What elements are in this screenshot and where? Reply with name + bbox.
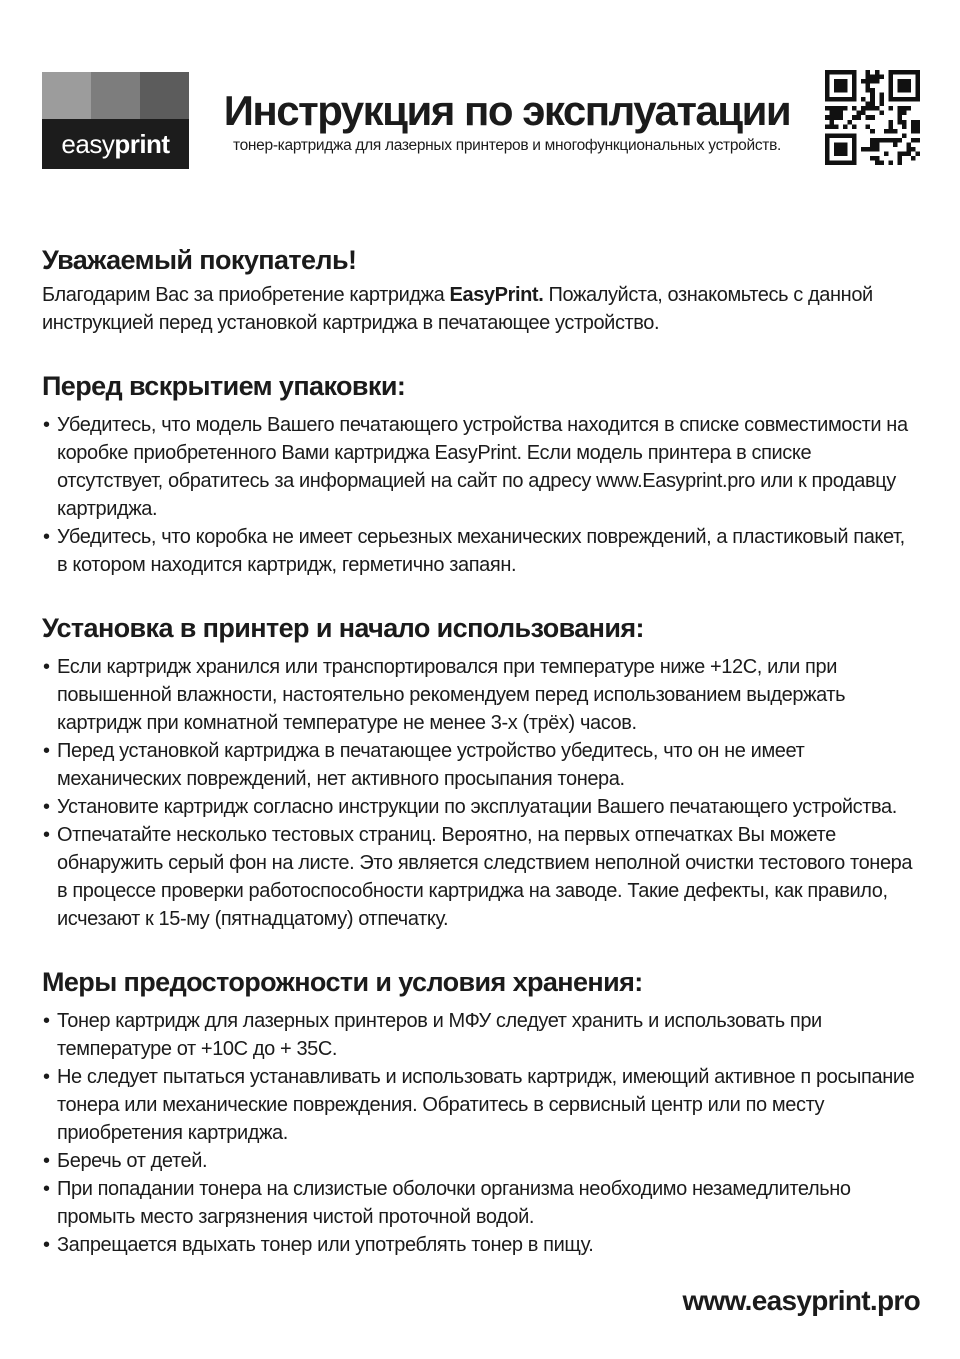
easyprint-logo bbox=[42, 72, 189, 169]
section-before-opening bbox=[42, 371, 920, 579]
section-heading: Меры предосторожности и условия хранения: bbox=[42, 967, 643, 998]
logo-squares bbox=[42, 72, 189, 119]
list-item: • Беречь от детей. bbox=[42, 1147, 920, 1175]
logo-square-dark bbox=[140, 72, 189, 119]
page-subtitle: тонер-картриджа для лазерных принтеров и многофункциональных устройств. bbox=[232, 136, 782, 154]
list-item: • Запрещается вдыхать тонер или употреблять тонер в пищу. bbox=[42, 1231, 920, 1259]
list-item: • Если картридж хранился или транспортировался при температуре ниже +12C, или при повышенной влажности, настоятельно рекомендуем перед использованием выдержать картридж при комнатной температуре не менее 3-х (трёх) часов. bbox=[42, 653, 920, 737]
logo-wordmark bbox=[42, 119, 189, 169]
section-installation bbox=[42, 613, 920, 933]
qr-code-icon bbox=[825, 70, 920, 165]
logo-square-light bbox=[42, 72, 91, 119]
logo-text-print: print bbox=[114, 128, 170, 159]
brand-name: EasyPrint. bbox=[449, 284, 544, 307]
list-item: • Не следует пытаться устанавливать и использовать картридж, имеющий активное п росыпание тонера или механические повреждения. Обратитесь в сервисный центр или по месту приобретения картриджа. bbox=[42, 1063, 920, 1147]
footer bbox=[682, 1285, 920, 1317]
list-item: • Тонер картридж для лазерных принтеров и МФУ следует хранить и использовать при температуре от +10C до + 35C. bbox=[42, 1007, 920, 1063]
bullet-list bbox=[42, 653, 920, 933]
section-heading: Перед вскрытием упаковки: bbox=[42, 371, 406, 402]
list-item: • Перед установкой картриджа в печатающее устройство убедитесь, что он не имеет механических повреждений, нет активного просыпания тонера. bbox=[42, 737, 920, 793]
bullet-list bbox=[42, 411, 920, 579]
section-precautions bbox=[42, 967, 920, 1259]
greeting-text-before: Благодарим Вас за приобретение картриджа bbox=[42, 284, 450, 307]
list-item: • Установите картридж согласно инструкции по эксплуатации Вашего печатающего устройства. bbox=[42, 793, 920, 821]
bullet-list bbox=[42, 1007, 920, 1259]
logo-square-medium bbox=[91, 72, 140, 119]
list-item: • Отпечатайте несколько тестовых страниц. Вероятно, на первых отпечатках Вы можете обнаружить серый фон на листе. Это является следствием неполной очистки тестового тонера в процессе проверки работоспособности картриджа на заводе. Такие дефекты, как правило, исчезают к 15-му (пятнадцатому) отпечатку. bbox=[42, 821, 920, 933]
greeting-paragraph bbox=[42, 281, 920, 337]
document-body bbox=[42, 245, 920, 1259]
section-heading: Установка в принтер и начало использования: bbox=[42, 613, 644, 644]
list-item: • При попадании тонера на слизистые оболочки организма необходимо незамедлительно промыть место загрязнения чистой проточной водой. bbox=[42, 1175, 920, 1231]
logo-text-easy: easy bbox=[61, 128, 115, 159]
title-block bbox=[189, 72, 825, 155]
footer-url: www.easyprint.pro bbox=[682, 1285, 920, 1316]
list-item: • Убедитесь, что коробка не имеет серьезных механических повреждений, а пластиковый пакет, в котором находится картридж, герметично запаян. bbox=[42, 523, 920, 579]
greeting-heading: Уважаемый покупатель! bbox=[42, 245, 357, 275]
list-item: • Убедитесь, что модель Вашего печатающего устройства находится в списке совместимости на коробке приобретенного Вами картриджа EasyPrint. Если модель принтера в списке отсутствует, обратитесь за информацией на сайт по адресу www.Easyprint.pro или к продавцу картриджа. bbox=[42, 411, 920, 523]
greeting-text-after: Пожалуйста, ознакомьтесь с данной инструкцией перед установкой картриджа в печатающее устройство. bbox=[42, 284, 873, 335]
page-title: Инструкция по эксплуатации bbox=[223, 87, 791, 134]
header bbox=[42, 72, 920, 169]
